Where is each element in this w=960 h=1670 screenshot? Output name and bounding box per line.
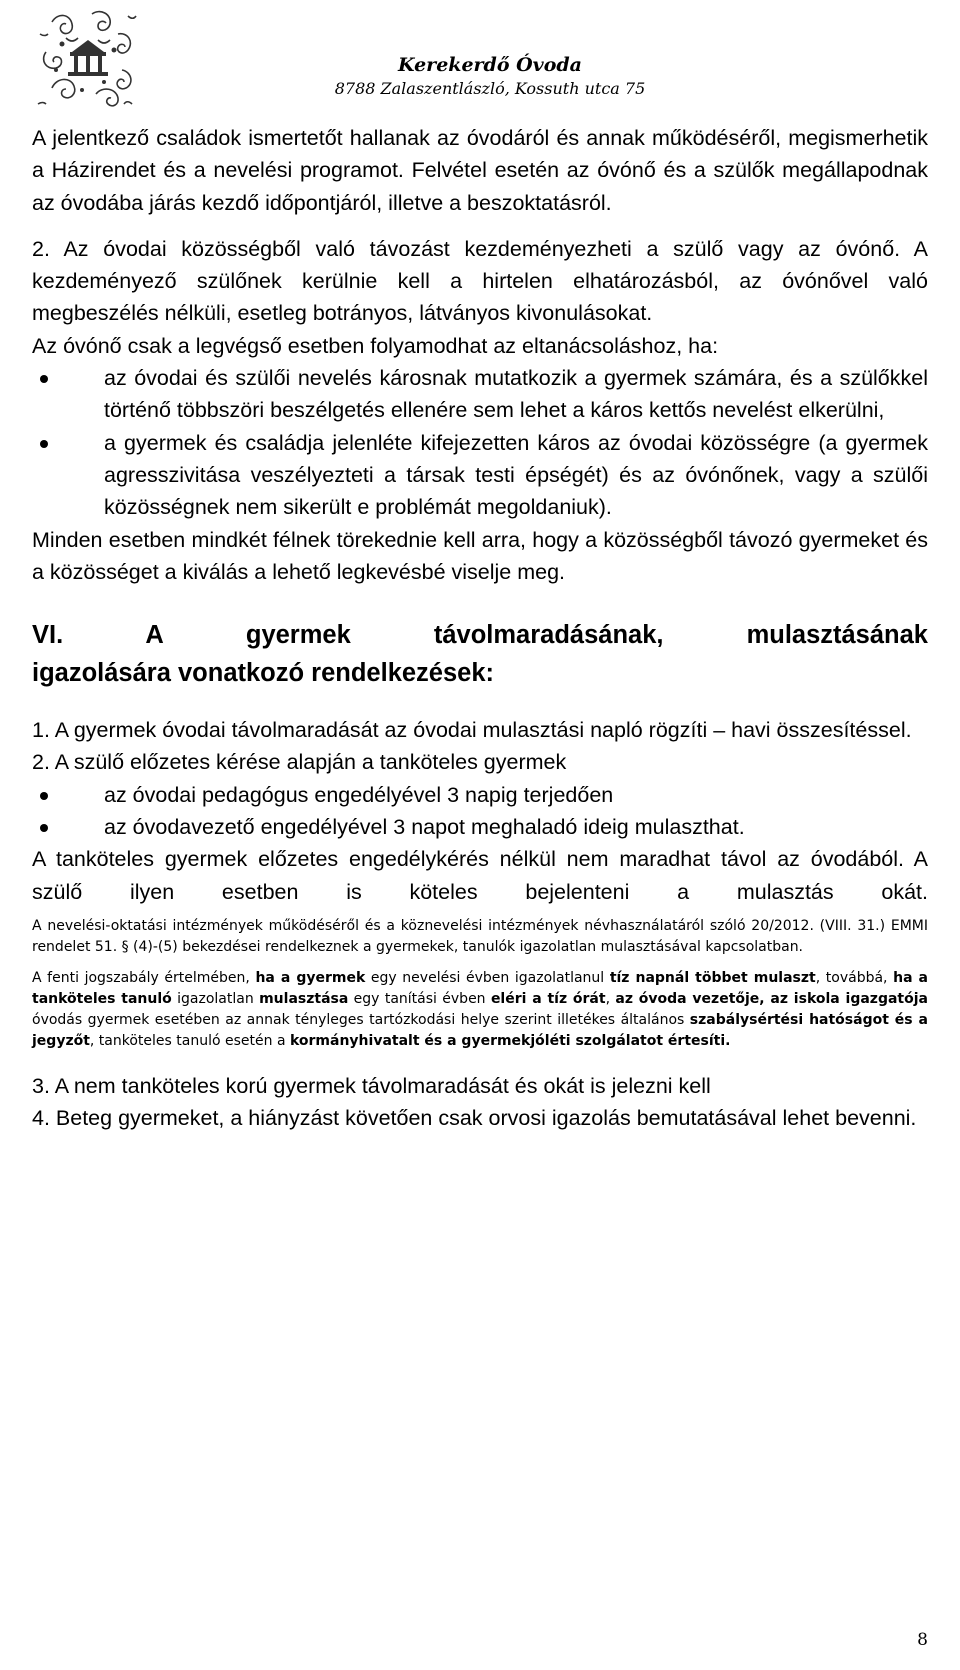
paragraph-non-compulsory: 3. A nem tanköteles korú gyermek távolmaradását és okát is jelezni kell bbox=[32, 1073, 711, 1098]
paragraph-parent-request: 2. A szülő előzetes kérése alapján a tanköteles gyermek bbox=[32, 750, 567, 775]
list-item: az óvodai pedagógus engedélyével 3 napig terjedően bbox=[32, 779, 928, 811]
section-heading-line-2: igazolására vonatkozó rendelkezések: bbox=[32, 659, 495, 688]
section-heading-line-1: VI. A gyermek távolmaradásának, mulasztásának bbox=[32, 621, 928, 650]
list-item: az óvodavezető engedélyével 3 napot meghaladó ideig mulaszthat. bbox=[32, 811, 928, 843]
dismissal-conditions-list bbox=[32, 362, 928, 523]
paragraph-both-parties: Minden esetben mindkét félnek törekednie kell arra, hogy a közösségből távozó gyermeket és a közösséget a kiválás a lehető legkevésbé viselje meg. bbox=[32, 527, 928, 584]
kindergarten-logo-icon bbox=[32, 4, 144, 116]
institution-address: 8788 Zalaszentlászló, Kossuth utca 75 bbox=[334, 79, 646, 98]
header bbox=[320, 52, 660, 100]
paragraph-absence-log: 1. A gyermek óvodai távolmaradását az óvodai mulasztási napló rögzíti – havi összesítéssel. bbox=[32, 718, 912, 743]
paragraph-dismissal-intro: Az óvónő csak a legvégső esetben folyamodhat az eltanácsoláshoz, ha: bbox=[32, 333, 719, 358]
list-item: a gyermek és családja jelenléte kifejezetten káros az óvodai közösségre (a gyermek agresszivitása veszélyezteti a társak testi épségét) és az óvónőnek, vagy a szülői közösségnek nem sikerült e problémát megoldaniuk). bbox=[32, 427, 928, 524]
paragraph-sick-child: 4. Beteg gyermeket, a hiányzást követően csak orvosi igazolás bemutatásával lehet bevenni. bbox=[32, 1106, 917, 1131]
paragraph-introduction: A jelentkező családok ismertetőt hallanak az óvodáról és annak működéséről, megismerhetik a Házirendet és a nevelési programot. Felvétel esetén az óvónő és a szülők megállapodnak az óvodába járás kezdő időpontjáról, illetve a beszoktatásról. bbox=[32, 126, 928, 215]
legal-paragraph-consequences: A fenti jogszabály értelmében, ha a gyermek egy nevelési évben igazolatlanul tíz napnál többet mulaszt, továbbá, ha a tanköteles tanuló igazolatlan mulasztása egy tanítási évben eléri a tíz órát, az óvoda vezetője, az iskola igazgatója óvodás gyermek esetében az annak tényleges tartózkodási helye szerint illetékes általános szabálysértési hatóságot és a jegyzőt, tanköteles tanuló esetén a kormányhivatalt és a gyermekjóléti szolgálatot értesíti. bbox=[32, 969, 929, 1049]
legal-paragraph-regulation: A nevelési-oktatási intézmények működéséről és a köznevelési intézmények névhasználatáról szóló 20/2012. (VIII. 31.) EMMI rendelet 51. § (4)-(5) bekezdései rendelkeznek a gyermekek, tanulók igazolatlan mulasztásával kapcsolatban. bbox=[32, 917, 928, 955]
paragraph-unexcused: A tanköteles gyermek előzetes engedélykérés nélkül nem maradhat távol az óvodából. A szülő ilyen esetben is köteles bejelenteni a mulasztás okát. bbox=[32, 847, 928, 904]
paragraph-leaving: 2. Az óvodai közösségből való távozást kezdeményezheti a szülő vagy az óvónő. A kezdeményező szülőnek kerülnie kell a hirtelen elhatározásból, az óvónővel való megbeszélés nélküli, esetleg botrányos, látványos kivonulásokat. bbox=[32, 236, 928, 326]
legal-excerpt bbox=[32, 916, 928, 1052]
list-item: az óvodai és szülői nevelés károsnak mutatkozik a gyermek számára, és a szülőkkel történő többszöri beszélgetés ellenére sem lehet a káros kettős nevelést elkerülni, bbox=[32, 362, 928, 427]
absence-permission-list bbox=[32, 779, 928, 844]
document-body bbox=[32, 122, 928, 1135]
page-number: 8 bbox=[917, 1630, 928, 1650]
institution-name: Kerekerdő Óvoda bbox=[398, 54, 582, 76]
